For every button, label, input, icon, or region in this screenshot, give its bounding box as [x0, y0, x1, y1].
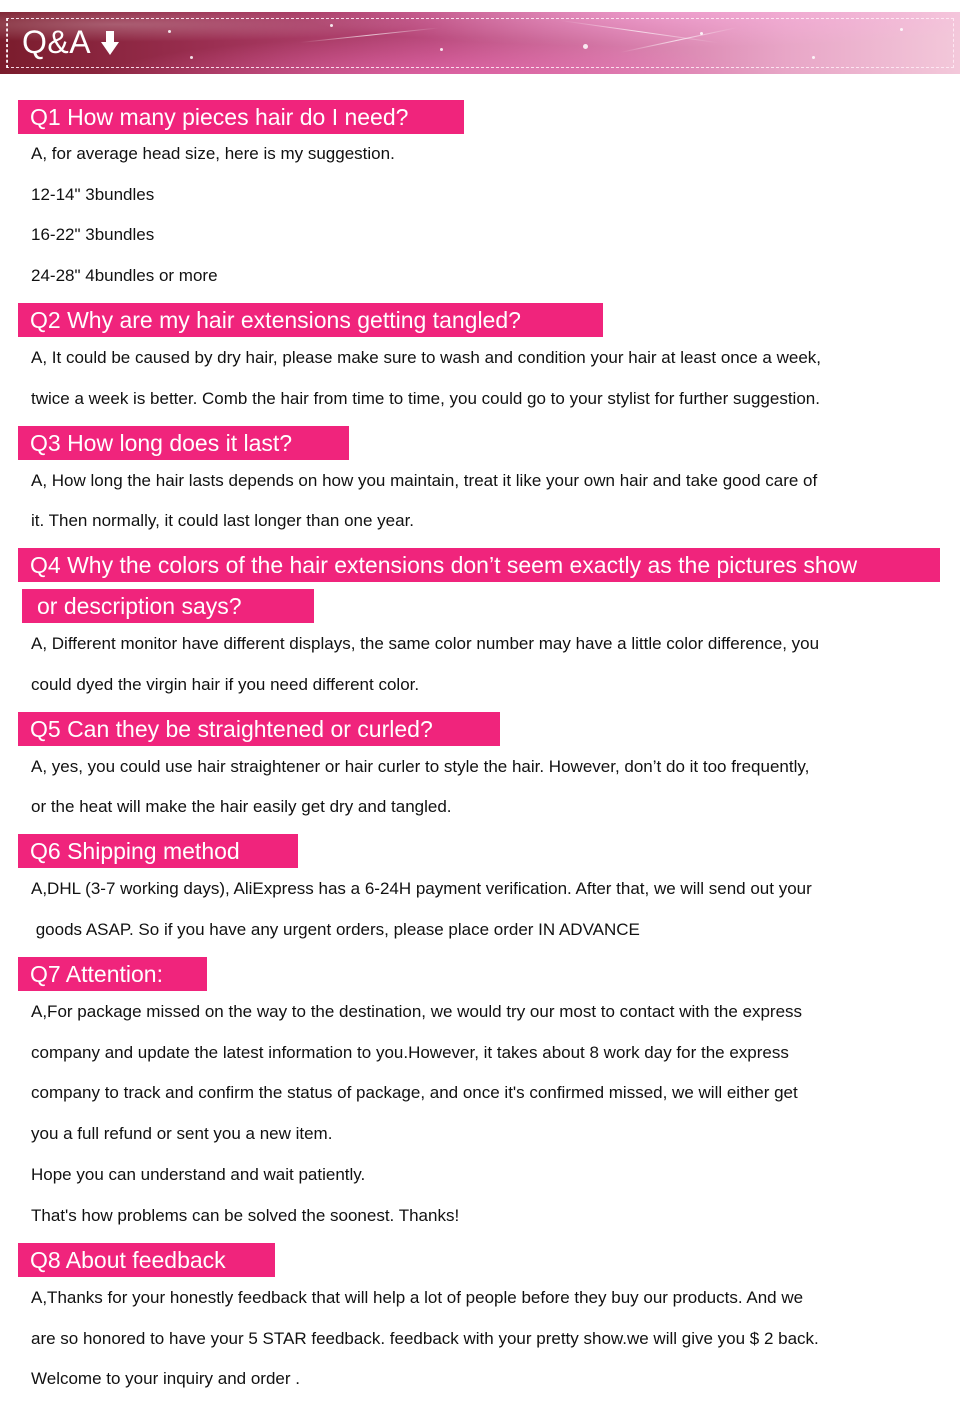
- answer-line: Welcome to your inquiry and order .: [31, 1369, 300, 1388]
- question-header-q7: Q7 Attention:: [18, 957, 207, 991]
- answer-line: A,Thanks for your honestly feedback that will help a lot of people before they buy our products. And we: [31, 1288, 804, 1307]
- answer-line: company and update the latest information to you.However, it takes about 8 work day for the express: [31, 1043, 789, 1062]
- answer-line: A, How long the hair lasts depends on how you maintain, treat it like your own hair and take good care of: [31, 471, 818, 490]
- answer-line: A, Different monitor have different displays, the same color number may have a little color difference, you: [31, 634, 820, 653]
- question-header-q4: Q4 Why the colors of the hair extensions don’t seem exactly as the pictures show: [18, 548, 940, 582]
- answer-line: 12-14" 3bundles: [31, 185, 155, 204]
- answer-line: goods ASAP. So if you have any urgent orders, please place order IN ADVANCE: [31, 920, 640, 939]
- answer-line: Hope you can understand and wait patiently.: [31, 1165, 366, 1184]
- answer-line: 24-28" 4bundles or more: [31, 266, 218, 285]
- answer-line: twice a week is better. Comb the hair from time to time, you could go to your stylist for further suggestion.: [31, 389, 820, 408]
- question-header-q3: Q3 How long does it last?: [18, 426, 349, 460]
- question-header-q4-continued: or description says?: [22, 589, 314, 623]
- question-header-q6: Q6 Shipping method: [18, 834, 298, 868]
- question-header-q2: Q2 Why are my hair extensions getting tangled?: [18, 303, 603, 337]
- answer-line: A, for average head size, here is my suggestion.: [31, 144, 395, 163]
- answer-line: 16-22" 3bundles: [31, 225, 155, 244]
- answer-line: A,DHL (3-7 working days), AliExpress has a 6-24H payment verification. After that, we will send out your: [31, 879, 812, 898]
- answer-line: are so honored to have your 5 STAR feedback. feedback with your pretty show.we will give you $ 2 back.: [31, 1329, 819, 1348]
- answer-line: That's how problems can be solved the soonest. Thanks!: [31, 1206, 460, 1225]
- question-header-q1: Q1 How many pieces hair do I need?: [18, 100, 464, 134]
- answer-line: A, It could be caused by dry hair, please make sure to wash and condition your hair at least once a week,: [31, 348, 822, 367]
- answer-line: company to track and confirm the status of package, and once it's confirmed missed, we will either get: [31, 1083, 798, 1102]
- answer-line: you a full refund or sent you a new item.: [31, 1124, 333, 1143]
- banner-left-edge: [7, 18, 8, 68]
- banner-title: Q&A: [22, 24, 92, 60]
- answer-line: could dyed the virgin hair if you need different color.: [31, 675, 420, 694]
- answer-line: A,For package missed on the way to the destination, we would try our most to contact with the express: [31, 1002, 803, 1021]
- question-header-q8: Q8 About feedback: [18, 1243, 275, 1277]
- answer-line: A, yes, you could use hair straightener or hair curler to style the hair. However, don’t do it too frequently,: [31, 757, 810, 776]
- question-header-q5: Q5 Can they be straightened or curled?: [18, 712, 500, 746]
- answer-line: or the heat will make the hair easily get dry and tangled.: [31, 797, 452, 816]
- qa-banner: [0, 12, 960, 74]
- arrow-down-icon: [100, 30, 120, 56]
- answer-line: it. Then normally, it could last longer than one year.: [31, 511, 415, 530]
- banner-dashed-border: [6, 18, 954, 68]
